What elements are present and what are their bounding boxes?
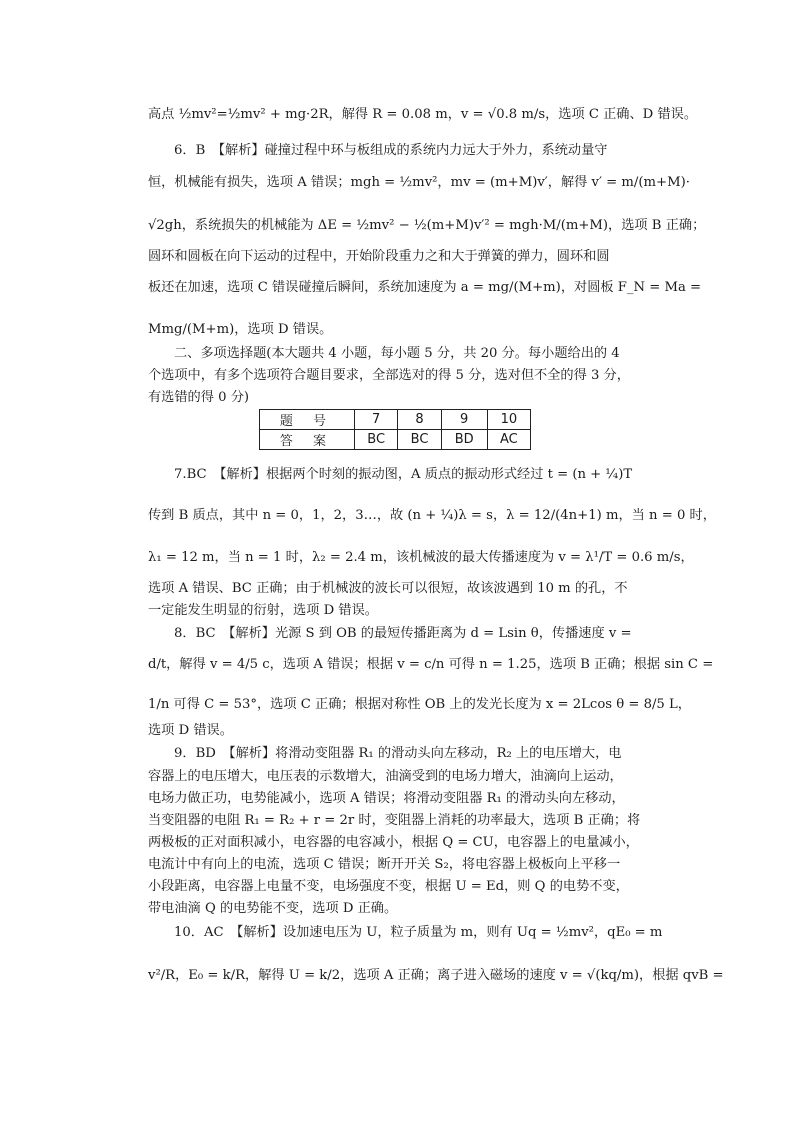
text-line: Mmg/(M+m)，选项 D 错误。 <box>148 322 333 337</box>
text-line: 有选错的得 0 分) <box>148 390 250 405</box>
text-line: 高点 ½mv²=½mv² + mg·2R，解得 R = 0.08 m，v = √0.8 m/s，选项 C 正确、D 错误。 <box>148 107 698 122</box>
table-row <box>260 430 531 450</box>
text-line: 选项 D 错误。 <box>148 723 233 738</box>
text-line: 带电油滴 Q 的电势能不变，选项 D 正确。 <box>148 901 398 916</box>
text-line: 两极板的正对面积减小，电容器的电容减小，根据 Q = CU，电容器上的电量减小， <box>148 835 639 850</box>
table-cell: BC <box>355 430 398 450</box>
table-header-cell: 题 号 <box>260 410 355 430</box>
text-line: 6．B 【解析】碰撞过程中环与板组成的系统内力远大于外力，系统动量守 <box>174 143 608 158</box>
text-line: 电流计中有向上的电流，选项 C 错误；断开开关 S₂，将电容器上极板向上平移一 <box>148 857 621 872</box>
table-cell: 8 <box>398 410 441 430</box>
text-line: 1/n 可得 C = 53°，选项 C 正确；根据对称性 OB 上的发光长度为 x = 2Lcos θ = 8/5 L， <box>148 697 691 712</box>
text-line: 板还在加速，选项 C 错误碰撞后瞬间，系统加速度为 a = mg/(M+m)，对圆板 F_N = Ma = <box>148 280 702 295</box>
table-cell: BC <box>398 430 441 450</box>
table-cell: 9 <box>441 410 487 430</box>
text-line: 传到 B 质点，其中 n = 0，1，2，3…，故 (n + ¼)λ = s，λ = 12/(4n+1) m，当 n = 0 时， <box>148 508 716 523</box>
answer-table <box>259 409 531 450</box>
text-line: 容器上的电压增大，电压表的示数增大，油滴受到的电场力增大，油滴向上运动， <box>148 769 623 784</box>
text-line: 10．AC 【解析】设加速电压为 U，粒子质量为 m，则有 Uq = ½mv²，qE₀ = m <box>174 925 663 940</box>
text-line: 当变阻器的电阻 R₁ = R₂ + r = 2r 时，变阻器上消耗的功率最大，选项 B 正确；将 <box>148 813 641 828</box>
table-header-cell: 答 案 <box>260 430 355 450</box>
text-line: 电场力做正功，电势能减小，选项 A 错误；将滑动变阻器 R₁ 的滑动头向左移动， <box>148 791 625 806</box>
text-line: 选项 A 错误、BC 正确；由于机械波的波长可以很短，故该波遇到 10 m 的孔，不 <box>148 581 628 596</box>
text-line: 8．BC 【解析】光源 S 到 OB 的最短传播距离为 d = Lsin θ，传播速度 v = <box>174 626 632 641</box>
text-line: λ₁ = 12 m，当 n = 1 时，λ₂ = 2.4 m，该机械波的最大传播速度为 v = λ¹/T = 0.6 m/s， <box>148 550 694 565</box>
table-cell: BD <box>441 430 487 450</box>
table-cell: 10 <box>487 410 530 430</box>
text-line: d/t，解得 v = 4/5 c，选项 A 错误；根据 v = c/n 可得 n = 1.25，选项 B 正确；根据 sin C = <box>148 657 714 672</box>
section-heading: 二、多项选择题(本大题共 4 小题，每小题 5 分，共 20 分。每小题给出的 4 <box>174 346 620 361</box>
text-line: 一定能发生明显的衍射，选项 D 错误。 <box>148 603 378 618</box>
text-line: 个选项中，有多个选项符合题目要求，全部选对的得 5 分，选对但不全的得 3 分， <box>148 368 630 383</box>
text-line: 恒，机械能有损失，选项 A 错误；mgh = ½mv²，mv = (m+M)v′，解得 v′ = m/(m+M)· <box>148 175 690 190</box>
text-line: 9．BD 【解析】将滑动变阻器 R₁ 的滑动头向左移动，R₂ 上的电压增大，电 <box>174 746 622 761</box>
text-line: 圆环和圆板在向下运动的过程中，开始阶段重力之和大于弹簧的弹力，圆环和圆 <box>148 249 610 264</box>
text-line: √2gh，系统损失的机械能为 ΔE = ½mv² − ½(m+M)v′² = mgh·M/(m+M)，选项 B 正确； <box>148 218 706 233</box>
text-line: v²/R，E₀ = k/R，解得 U = k/2，选项 A 正确；离子进入磁场的速度 v = √(kq/m)，根据 qvB = <box>148 968 724 983</box>
table-row <box>260 410 531 430</box>
text-line: 小段距离，电容器上电量不变，电场强度不变，根据 U = Ed，则 Q 的电势不变， <box>148 879 629 894</box>
table-cell: AC <box>487 430 530 450</box>
table-cell: 7 <box>355 410 398 430</box>
text-line: 7.BC 【解析】根据两个时刻的振动图，A 质点的振动形式经过 t = (n + ¼)T <box>174 467 633 482</box>
